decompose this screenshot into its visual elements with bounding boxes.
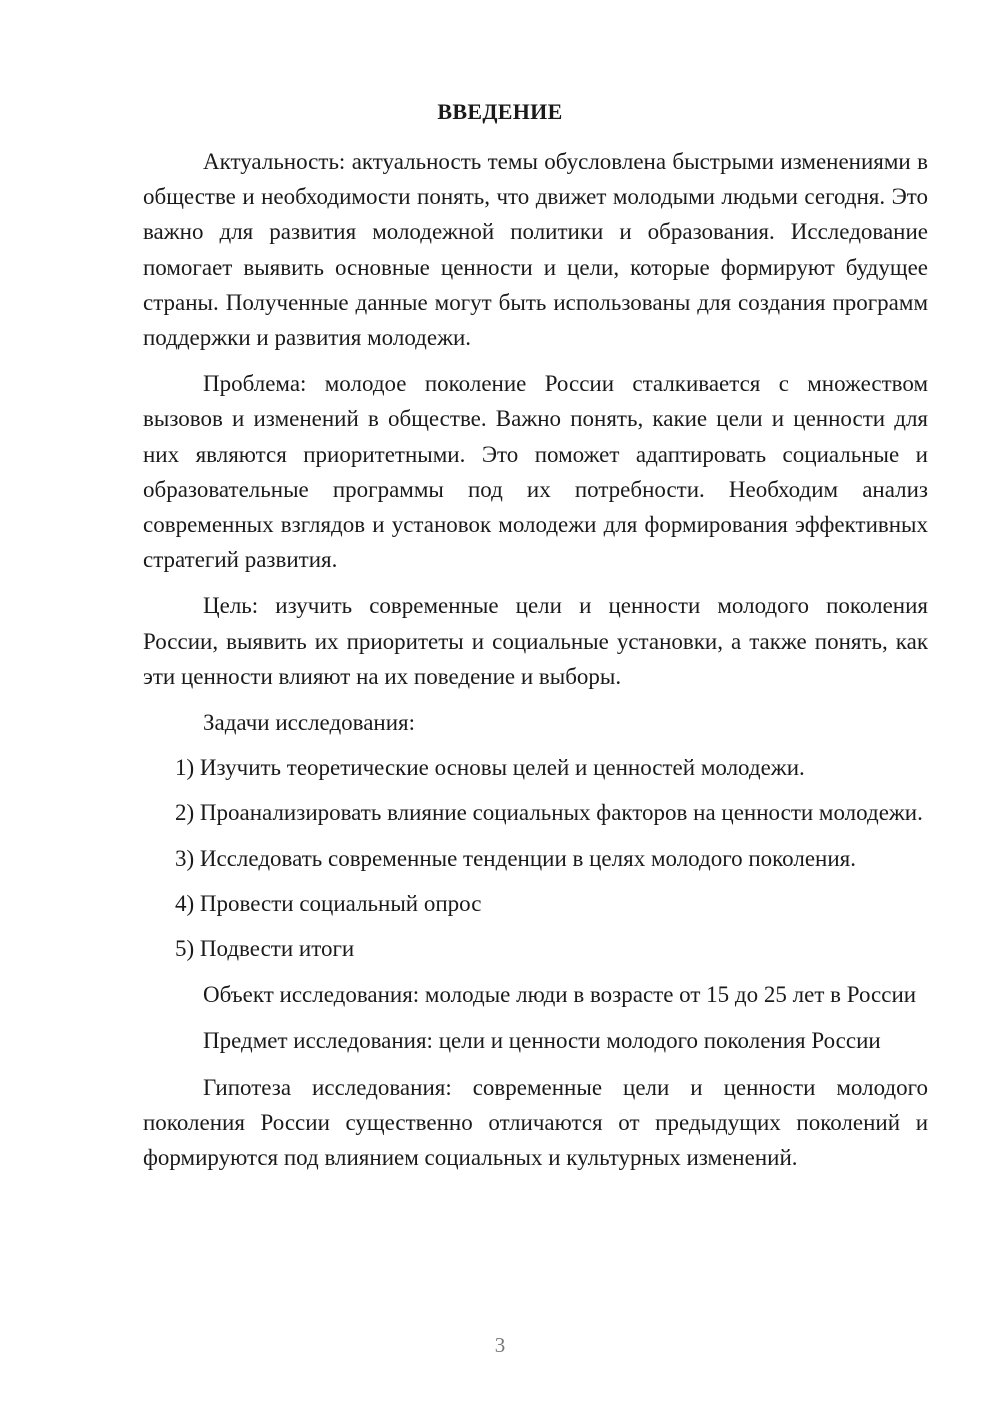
paragraph-goal: Цель: изучить современные цели и ценности молодого поколения России, выявить их приоритеты и социальные установки, а также понять, как эти ценности влияют на их поведение и выборы. bbox=[143, 593, 928, 689]
paragraph-hypothesis: Гипотеза исследования: современные цели и ценности молодого поколения России существенно отличаются от предыдущих поколений и формируются под влиянием социальных и культурных изменений. bbox=[143, 1074, 928, 1171]
task-item: 3) Исследовать современные тенденции в целях молодого поколения. bbox=[175, 845, 856, 871]
section-body bbox=[143, 144, 928, 1175]
paragraph-object: Объект исследования: молодые люди в возрасте от 15 до 25 лет в России bbox=[203, 982, 917, 1008]
paragraph-tasks-heading: Задачи исследования: bbox=[203, 710, 416, 736]
task-item: 4) Провести социальный опрос bbox=[175, 890, 482, 916]
task-item: 5) Подвести итоги bbox=[175, 936, 355, 962]
paragraph-problem: Проблема: молодое поколение России сталкивается с множеством вызовов и изменений в обществе. Важно понять, какие цели и ценности для них являются приоритетными. Это поможет адаптировать социальные и образовательные программы под их потребности. Необходим анализ современных взглядов и установок молодежи для формирования эффективных стратегий развития. bbox=[143, 371, 928, 573]
page-number: 3 bbox=[494, 1333, 506, 1357]
task-item: 2) Проанализировать влияние социальных факторов на ценности молодежи. bbox=[175, 800, 923, 826]
paragraph-subject: Предмет исследования: цели и ценности молодого поколения России bbox=[203, 1028, 881, 1054]
paragraph-relevance: Актуальность: актуальность темы обусловлена быстрыми изменениями в обществе и необходимости понять, что движет молодыми людьми сегодня. Это важно для развития молодежной политики и образования. Исследование помогает выявить основные ценности и цели, которые формируют будущее страны. Полученные данные могут быть использованы для создания программ поддержки и развития молодежи. bbox=[143, 149, 928, 351]
task-item: 1) Изучить теоретические основы целей и ценностей молодежи. bbox=[175, 755, 805, 781]
section-heading: ВВЕДЕНИЕ bbox=[437, 99, 563, 124]
